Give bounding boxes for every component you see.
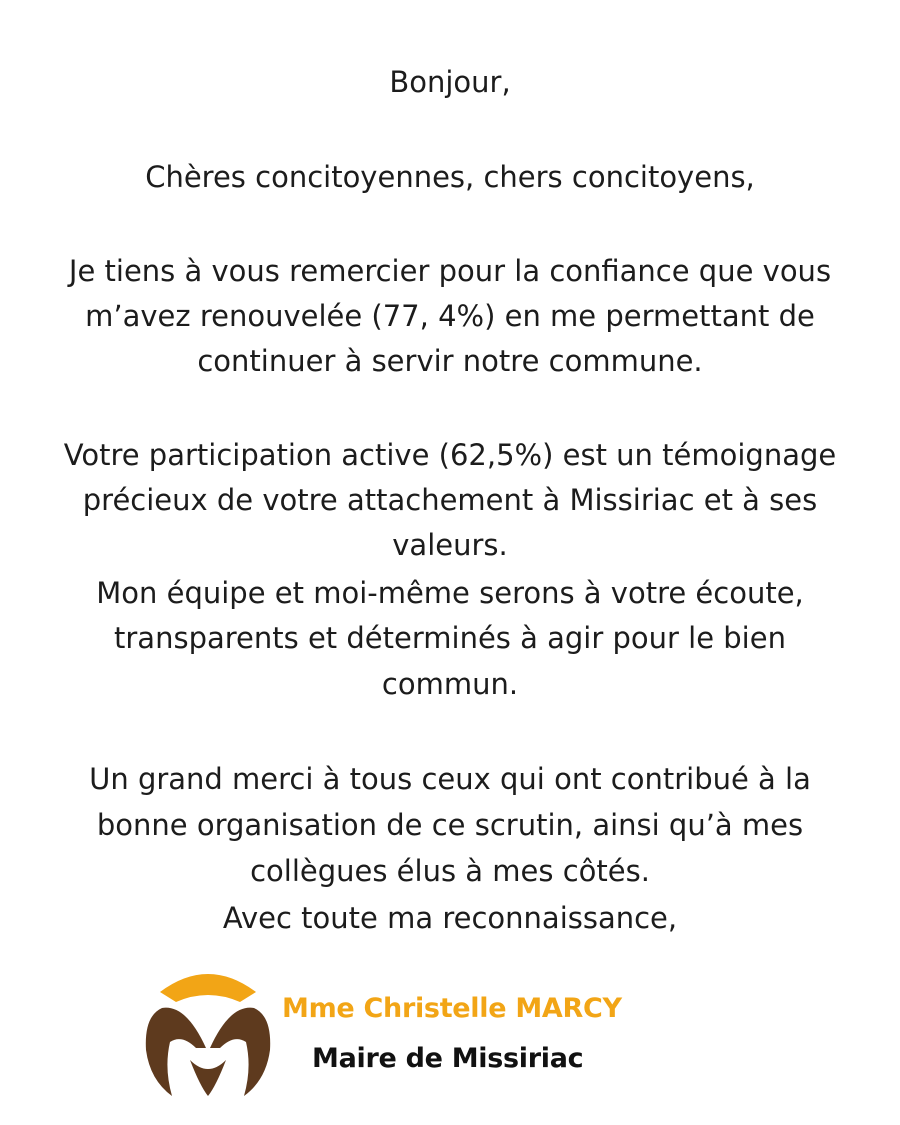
paragraph-1-line-2: m’avez renouvelée (77, 4%) en me permettant de xyxy=(85,299,815,333)
paragraph-2-line-1: Votre participation active (62,5%) est un témoignage xyxy=(63,438,837,472)
paragraph-3-line-3: collègues élus à mes côtés. xyxy=(250,854,650,888)
paragraph-3-line-1: Un grand merci à tous ceux qui ont contribué à la xyxy=(89,762,811,796)
paragraph-2-line-4: Mon équipe et moi-même serons à votre écoute, xyxy=(96,576,804,610)
salutation: Chères concitoyennes, chers concitoyens, xyxy=(145,160,755,194)
m-logo-icon xyxy=(140,968,276,1098)
paragraph-2-line-5: transparents et déterminés à agir pour le bien xyxy=(114,621,786,655)
paragraph-1-line-1: Je tiens à vous remercier pour la confiance que vous xyxy=(68,254,832,288)
paragraph-3-line-4: Avec toute ma reconnaissance, xyxy=(222,901,678,935)
paragraph-1-line-3: continuer à servir notre commune. xyxy=(197,344,703,378)
paragraph-2-line-2: précieux de votre attachement à Missiriac et à ses xyxy=(82,483,818,517)
signature-title: Maire de Missiriac xyxy=(312,1043,584,1074)
signature-name: Mme Christelle MARCY xyxy=(282,993,622,1024)
paragraph-2-line-6: commun. xyxy=(381,667,519,701)
greeting: Bonjour, xyxy=(389,65,511,99)
signature-block xyxy=(140,968,660,1098)
paragraph-2-line-3: valeurs. xyxy=(392,528,508,562)
paragraph-3-line-2: bonne organisation de ce scrutin, ainsi qu’à mes xyxy=(96,808,804,842)
